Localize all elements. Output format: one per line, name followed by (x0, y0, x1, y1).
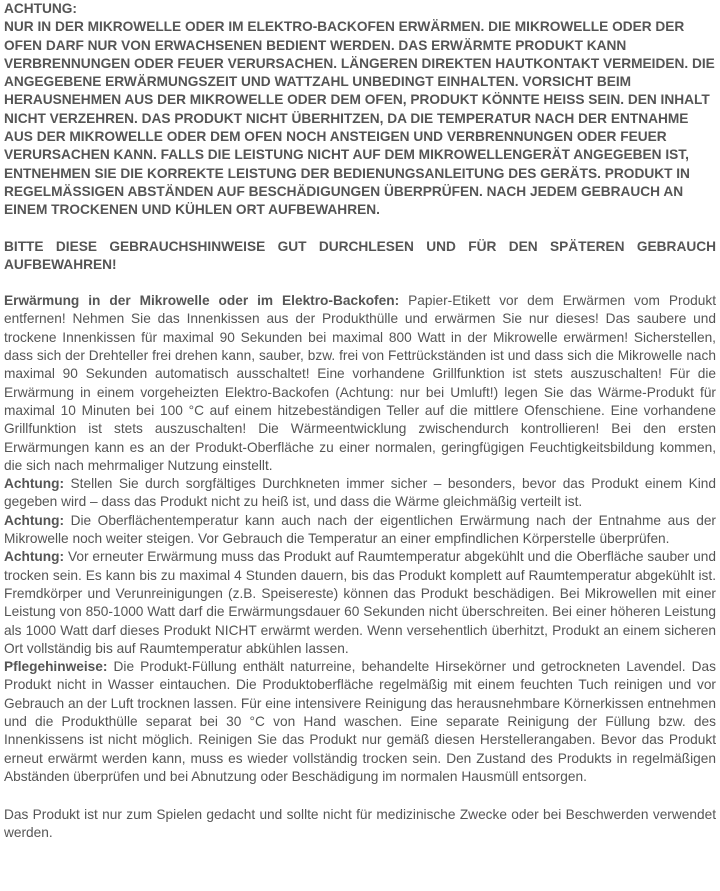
caution-text: Stellen Sie durch sorgfältiges Durchkneten immer sicher – besonders, bevor das Produkt einem Kind gegeben wird – dass das Produkt nicht zu heiß ist, und dass die Wärme gleichmäßig verteilt ist. (4, 476, 716, 510)
warning-text: NUR IN DER MIKROWELLE ODER IM ELEKTRO-BACKOFEN ERWÄRMEN. DIE MIKROWELLE ODER DER OFEN DARF NUR VON ERWACHSENEN BEDIENT WERDEN. DAS ERWÄRMTE PRODUKT KANN VERBRENNUNGEN ODER FEUER VERURSACHEN. LÄNGEREN DIREKTEN HAUTKONTAKT VERMEIDEN. DIE ANGEGEBENE ERWÄRMUNGSZEIT UND WATTZAHL UNBEDINGT EINHALTEN. VORSICHT BEIM HERAUSNEHMEN AUS DER MIKROWELLE ODER DEM OFEN, PRODUKT KÖNNTE HEISS SEIN. DEN INHALT NICHT VERZEHREN. DAS PRODUKT NICHT ÜBERHITZEN, DA DIE TEMPERATUR NACH DER ENTNAHME AUS DER MIKROWELLE ODER DEM OFEN NOCH ANSTEIGEN UND VERBRENNUNGEN ODER FEUER VERURSACHEN KANN. FALLS DIE LEISTUNG NICHT AUF DEM MIKROWELLENGERÄT ANGEGEBEN IST, ENTNEHMEN SIE DIE KORREKTE LEISTUNG DER BEDIENUNGSANLEITUNG DES GERÄTS. PRODUKT IN REGELMÄSSIGEN ABSTÄNDEN AUF BESCHÄDIGUNGEN ÜBERPRÜFEN. NACH JEDEM GEBRAUCH AN EINEM TROCKENEN UND KÜHLEN ORT AUFBEWAHREN. (4, 19, 715, 218)
caution-label: Achtung: (4, 512, 65, 528)
caution-text: Vor erneuter Erwärmung muss das Produkt auf Raumtemperatur abgekühlt und die Oberfläche sauber und trocken sein. Es kann bis zu maximal 4 Stunden dauern, bis das Produkt komplett auf Raumtemperatur abgekühlt ist. Fremdkörper und Verunreinigungen (z.B. Speisereste) können das Produkt beschädigen. Bei Mikrowellen mit einer Leistung von 850-1000 Watt darf die Erwärmungsdauer 60 Sekunden nicht überschreiten. Bei einer höheren Leistung als 1000 Watt darf dieses Produkt NICHT erwärmt werden. Wenn versehentlich überhitzt, Produkt an einem sicheren Ort vollständig bis auf Raumtemperatur abkühlen lassen. (4, 549, 716, 656)
warning-title: ACHTUNG: (4, 1, 77, 16)
read-instructions-notice: BITTE DIESE GEBRAUCHSHINWEISE GUT DURCHLESEN UND FÜR DEN SPÄTEREN GEBRAUCH AUFBEWAHREN! (4, 238, 716, 272)
caution-label: Achtung: (4, 549, 65, 565)
caution-kneading (4, 475, 716, 512)
medical-disclaimer: Das Produkt ist nur zum Spielen gedacht und sollte nicht für medizinische Zwecke oder bei Beschwerden verwendet werden. (4, 807, 716, 841)
caution-text: Die Oberflächentemperatur kann auch nach der eigentlichen Erwärmung nach der Entnahme aus der Mikrowelle noch weiter steigen. Vor Gebrauch die Temperatur an einer empfindlichen Körperstelle überprüfen. (4, 512, 716, 547)
caution-label: Achtung: (4, 476, 65, 492)
heating-instructions (4, 292, 716, 475)
caution-reheating (4, 548, 716, 658)
care-text: Die Produkt-Füllung enthält naturreine, behandelte Hirsekörner und getrockneten Lavendel. Das Produkt nicht in Wasser eintauchen. Die Produktoberfläche regelmäßig mit einem feuchten Tuch reinigen und vor Gebrauch an der Luft trocknen lassen. Für eine intensivere Reinigung das herausnehmbare Körnerkissen entnehmen und die Produkthülle separat bei 30 °C von Hand waschen. Eine separate Reinigung der Füllung bzw. des Innenkissens ist nicht möglich. Reinigen Sie das Produkt nur gemäß diesen Herstellerangaben. Bevor das Produkt erneut erwärmt werden kann, muss es wieder vollständig trocken sein. Den Zustand des Produkts in regelmäßigen Abständen überprüfen und bei Abnutzung oder Beschädigung im normalen Hausmüll entsorgen. (4, 659, 716, 784)
care-label: Pflegehinweise: (4, 659, 108, 675)
caution-surface-temperature (4, 512, 716, 549)
heating-text: Papier-Etikett vor dem Erwärmen vom Produkt entfernen! Nehmen Sie das Innenkissen aus der Produkthülle und erwärmen Sie nur dieses! Das saubere und trockene Innenkissen für maximal 90 Sekunden bei maximal 800 Watt in der Mikrowelle erwärmen! Sicherstellen, dass sich der Drehteller frei drehen kann, sauber, bzw. frei von Fettrückständen ist und dass sich die Mikrowelle nach maximal 90 Sekunden automatisch ausschaltet! Eine vorhandene Grillfunktion ist stets auszuschalten! Für die Erwärmung in einem vorgeheizten Elektro-Backofen (Achtung: nur bei Umluft!) legen Sie das Wärme-Produkt für maximal 10 Minuten bei 100 °C auf einem hitzebeständigen Teller auf die mittlere Ofenschiene. Eine vorhandene Grillfunktion ist stets auszuschalten! Die Wärmeentwicklung zwischendurch kontrollieren! Bei den ersten Erwärmungen kann es an der Produkt-Oberfläche zu einer normalen, geringfügigen Feuchtigkeitsbildung kommen, die sich nach mehrmaliger Nutzung einstellt. (4, 293, 716, 473)
heating-label: Erwärmung in der Mikrowelle oder im Elektro-Backofen: (4, 293, 400, 309)
care-instructions (4, 658, 716, 786)
